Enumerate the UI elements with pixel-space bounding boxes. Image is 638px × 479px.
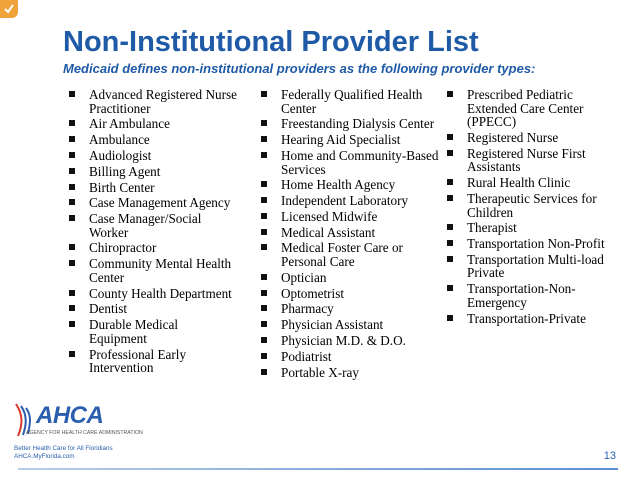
square-bullet-icon bbox=[69, 184, 75, 190]
logo-tagline bbox=[14, 445, 113, 461]
provider-name: Physician M.D. & D.O. bbox=[281, 332, 406, 348]
square-bullet-icon bbox=[447, 150, 453, 156]
square-bullet-icon bbox=[69, 305, 75, 311]
provider-list-item bbox=[259, 178, 439, 192]
square-bullet-icon bbox=[69, 321, 75, 327]
footer-divider bbox=[18, 468, 618, 470]
provider-list-item bbox=[67, 165, 237, 179]
square-bullet-icon bbox=[447, 315, 453, 321]
provider-list-item bbox=[259, 334, 439, 348]
provider-name: Dentist bbox=[89, 301, 128, 317]
provider-list-item bbox=[445, 221, 615, 235]
provider-name: Registered Nurse bbox=[467, 129, 559, 145]
provider-name: Independent Laboratory bbox=[281, 193, 409, 209]
square-bullet-icon bbox=[261, 213, 267, 219]
provider-name: Therapeutic Services for Children bbox=[467, 190, 597, 220]
provider-name: Audiologist bbox=[89, 147, 152, 163]
logo-name: AHCA bbox=[36, 402, 104, 429]
provider-list-item bbox=[67, 302, 237, 316]
square-bullet-icon bbox=[261, 181, 267, 187]
provider-name: Portable X-ray bbox=[281, 364, 359, 380]
square-bullet-icon bbox=[261, 120, 267, 126]
provider-list-item bbox=[67, 318, 237, 345]
square-bullet-icon bbox=[261, 197, 267, 203]
logo-subtitle: AGENCY FOR HEALTH CARE ADMINISTRATION bbox=[26, 430, 143, 436]
provider-list-item bbox=[259, 366, 439, 380]
provider-list-item bbox=[259, 133, 439, 147]
provider-list-item bbox=[259, 226, 439, 240]
provider-list-item bbox=[67, 348, 237, 375]
provider-list-item bbox=[67, 196, 237, 210]
provider-list-item bbox=[445, 88, 615, 129]
provider-list-item bbox=[67, 181, 237, 195]
provider-name: Prescribed Pediatric Extended Care Center (PPECC) bbox=[467, 87, 584, 130]
provider-name: Therapist bbox=[467, 220, 517, 236]
square-bullet-icon bbox=[261, 290, 267, 296]
provider-name: Ambulance bbox=[89, 132, 150, 148]
square-bullet-icon bbox=[447, 256, 453, 262]
provider-name: Chiropractor bbox=[89, 240, 157, 256]
provider-name: County Health Department bbox=[89, 285, 232, 301]
provider-column-2 bbox=[259, 88, 439, 381]
provider-name: Optician bbox=[281, 269, 327, 285]
square-bullet-icon bbox=[69, 168, 75, 174]
provider-list-item bbox=[67, 212, 237, 239]
square-bullet-icon bbox=[69, 91, 75, 97]
square-bullet-icon bbox=[69, 290, 75, 296]
app-badge-icon bbox=[0, 0, 18, 18]
page-number: 13 bbox=[603, 450, 616, 462]
provider-list-item bbox=[259, 287, 439, 301]
square-bullet-icon bbox=[447, 285, 453, 291]
square-bullet-icon bbox=[447, 134, 453, 140]
square-bullet-icon bbox=[261, 321, 267, 327]
square-bullet-icon bbox=[447, 240, 453, 246]
provider-list-item bbox=[67, 287, 237, 301]
provider-list-item bbox=[259, 241, 439, 268]
provider-name: Transportation-Non-Emergency bbox=[467, 281, 576, 310]
provider-column-1 bbox=[67, 88, 237, 377]
provider-name: Hearing Aid Specialist bbox=[281, 132, 401, 148]
provider-name: Freestanding Dialysis Center bbox=[281, 116, 435, 132]
provider-list-item bbox=[445, 253, 615, 280]
provider-list-item bbox=[259, 350, 439, 364]
provider-name: Billing Agent bbox=[89, 163, 161, 179]
provider-name: Community Mental Health Center bbox=[89, 256, 232, 285]
logo-tagline-1: Better Health Care for All Floridians bbox=[14, 445, 113, 452]
provider-list-item bbox=[445, 176, 615, 190]
provider-name: Home and Community-Based Services bbox=[281, 147, 439, 177]
square-bullet-icon bbox=[69, 244, 75, 250]
provider-name: Advanced Registered Nurse Practitioner bbox=[89, 87, 237, 116]
provider-name: Medical Foster Care or Personal Care bbox=[281, 240, 403, 270]
provider-list-item bbox=[445, 312, 615, 326]
provider-name: Federally Qualified Health Center bbox=[281, 87, 423, 116]
provider-list-item bbox=[445, 192, 615, 219]
provider-list-item bbox=[67, 257, 237, 284]
square-bullet-icon bbox=[261, 274, 267, 280]
provider-name: Birth Center bbox=[89, 179, 155, 195]
provider-list-item bbox=[67, 88, 237, 115]
provider-name: Transportation Multi-load Private bbox=[467, 251, 604, 281]
square-bullet-icon bbox=[261, 369, 267, 375]
provider-name: Registered Nurse First Assistants bbox=[467, 145, 586, 175]
square-bullet-icon bbox=[447, 224, 453, 230]
provider-name: Home Health Agency bbox=[281, 177, 396, 193]
square-bullet-icon bbox=[69, 199, 75, 205]
provider-name: Rural Health Clinic bbox=[467, 175, 571, 191]
square-bullet-icon bbox=[261, 91, 267, 97]
provider-name: Pharmacy bbox=[281, 301, 334, 317]
provider-name: Professional Early Intervention bbox=[89, 346, 187, 376]
provider-list-item bbox=[445, 131, 615, 145]
logo-tagline-2: AHCA.MyFlorida.com bbox=[14, 453, 75, 460]
square-bullet-icon bbox=[261, 136, 267, 142]
provider-name: Licensed Midwife bbox=[281, 208, 378, 224]
square-bullet-icon bbox=[447, 91, 453, 97]
provider-name: Medical Assistant bbox=[281, 224, 376, 240]
square-bullet-icon bbox=[69, 351, 75, 357]
provider-list-item bbox=[445, 147, 615, 174]
provider-list-item bbox=[67, 149, 237, 163]
provider-name: Case Manager/Social Worker bbox=[89, 211, 202, 240]
provider-list-item bbox=[67, 241, 237, 255]
provider-name: Physician Assistant bbox=[281, 317, 384, 333]
provider-list-item bbox=[259, 149, 439, 176]
square-bullet-icon bbox=[69, 152, 75, 158]
square-bullet-icon bbox=[261, 244, 267, 250]
provider-name: Air Ambulance bbox=[89, 116, 170, 132]
square-bullet-icon bbox=[261, 229, 267, 235]
ahca-logo bbox=[14, 402, 143, 470]
provider-list-item bbox=[259, 117, 439, 131]
slide-subtitle: Medicaid defines non-institutional providers as the following provider types: bbox=[63, 61, 536, 76]
provider-column-3 bbox=[445, 88, 615, 327]
provider-name: Podiatrist bbox=[281, 348, 332, 364]
provider-list-item bbox=[67, 117, 237, 131]
square-bullet-icon bbox=[261, 152, 267, 158]
provider-list-item bbox=[259, 210, 439, 224]
square-bullet-icon bbox=[69, 120, 75, 126]
provider-list-item bbox=[259, 88, 439, 115]
provider-name: Durable Medical Equipment bbox=[89, 317, 178, 346]
square-bullet-icon bbox=[261, 337, 267, 343]
provider-name: Transportation-Private bbox=[467, 310, 586, 326]
square-bullet-icon bbox=[69, 215, 75, 221]
provider-list-item bbox=[259, 271, 439, 285]
square-bullet-icon bbox=[261, 353, 267, 359]
provider-list-item bbox=[259, 302, 439, 316]
provider-list-item bbox=[67, 133, 237, 147]
provider-name: Case Management Agency bbox=[89, 195, 231, 211]
provider-name: Transportation Non-Profit bbox=[467, 236, 605, 252]
provider-name: Optometrist bbox=[281, 285, 345, 301]
square-bullet-icon bbox=[261, 305, 267, 311]
provider-list-item bbox=[259, 194, 439, 208]
square-bullet-icon bbox=[447, 179, 453, 185]
provider-list-item bbox=[259, 318, 439, 332]
square-bullet-icon bbox=[69, 136, 75, 142]
square-bullet-icon bbox=[447, 195, 453, 201]
provider-list-item bbox=[445, 282, 615, 309]
slide-title: Non-Institutional Provider List bbox=[63, 26, 479, 58]
provider-list-item bbox=[445, 237, 615, 251]
square-bullet-icon bbox=[69, 260, 75, 266]
